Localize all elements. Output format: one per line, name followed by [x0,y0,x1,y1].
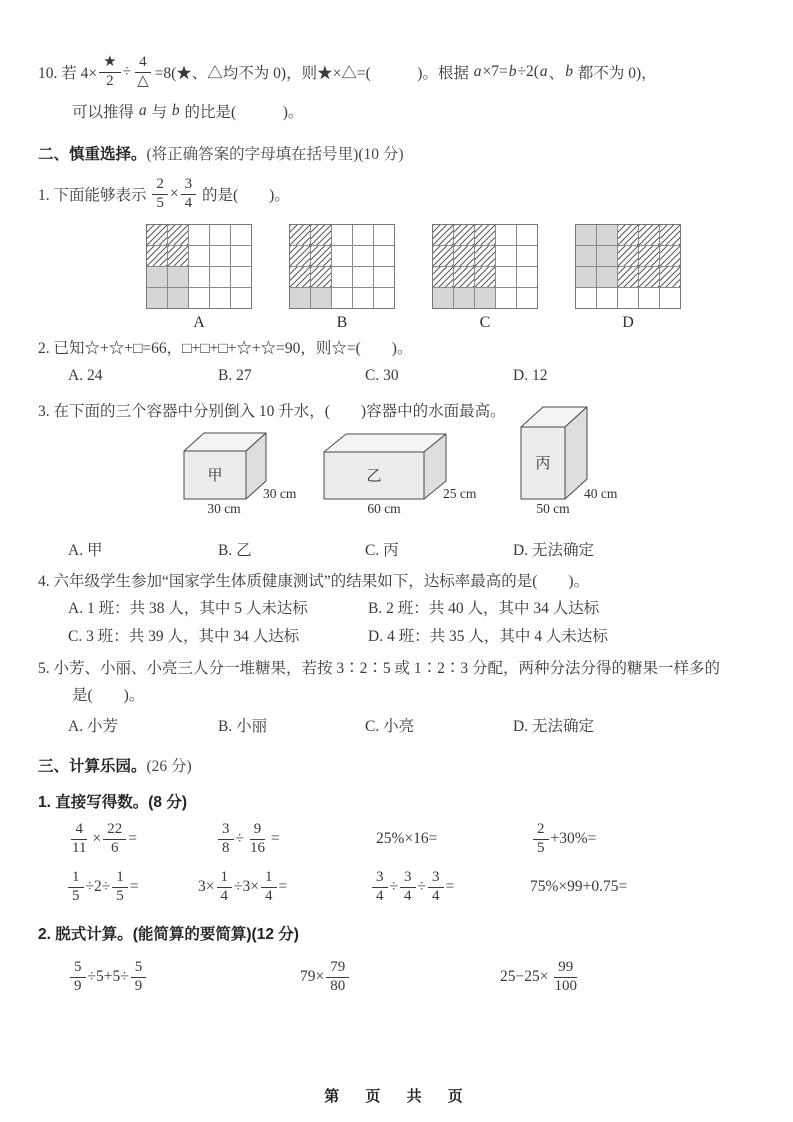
fraction: $\frac{1}{4}$ [217,869,233,905]
container-2 [323,433,505,517]
grid-cell [517,288,537,308]
fraction-grid-b [289,224,395,332]
grid-cell [597,246,617,266]
fraction: $\frac{5}{9}$ [131,959,147,995]
calc-expression-4 [531,818,765,860]
grid-cell [618,267,638,287]
grid-cell [332,225,352,245]
question-5 [38,656,765,738]
page-footer: 第 页 共 页 [324,1088,469,1105]
q4-text: 4. 六年级学生参加“国家学生体质健康测试”的结果如下，达标率最高的是( )。 [38,573,590,590]
calc1-row2 [38,866,765,908]
grid-cell [433,267,453,287]
text-run: 、 [548,65,565,82]
grid-cell [639,267,659,287]
grid-cell [433,225,453,245]
grid-cell [353,288,373,308]
calc-expression-6 [198,866,370,908]
grid-squares [575,224,681,309]
grid-cell [311,267,331,287]
grid-cell [374,267,394,287]
text-run: 79× [300,968,325,985]
grid-cell [231,288,251,308]
grid-cell [454,246,474,266]
grid-cell [496,246,516,266]
grid-cell [576,267,596,287]
grid-squares [289,224,395,309]
container-bottom-dimension: 60 cm [367,501,401,516]
grid-cell [147,288,167,308]
grid-cell [189,225,209,245]
grid-cell [210,267,230,287]
math-variable: a [539,63,548,80]
grid-squares [432,224,538,309]
grid-cell [454,225,474,245]
grid-cell [597,225,617,245]
section-2-title: 二、慎重选择。 [38,146,147,163]
container-label: 乙 [366,468,382,485]
grid-cell [597,267,617,287]
calc-expression-9 [68,956,300,998]
text-run: ÷3× [234,878,259,895]
container-bottom-dimension: 50 cm [536,501,570,516]
grid-cell [618,288,638,308]
q3-option-d: D. 无法确定 [513,542,594,559]
grid-cell [147,267,167,287]
calc2-row [38,956,765,998]
text-run: = [129,878,139,895]
grid-label: A [193,314,205,331]
fraction: $\frac{★}{2}$ [99,54,120,90]
q5-options [38,714,765,738]
q5-line2: 是( )。 [72,687,145,704]
grid-cell [660,267,680,287]
q10-line2 [38,96,765,126]
grid-cell [454,288,474,308]
fraction-grid-a [146,224,252,332]
container-label: 丙 [535,456,551,472]
container-bottom-dimension: 30 cm [207,501,241,516]
container-3 [520,406,646,517]
container-depth-dimension: 40 cm [584,486,618,501]
fraction-grid-d [575,224,681,332]
grid-cell [639,225,659,245]
text-run: ÷ [417,878,427,895]
fraction: $\frac{3}{4}$ [428,869,444,905]
text-run: 可以推得 [72,104,138,121]
fraction: $\frac{9}{16}$ [250,821,266,856]
text-run: ×7= [482,63,508,80]
text-run: ÷ [389,878,399,895]
q5-option-c: C. 小亮 [365,718,415,735]
fraction: $\frac{3}{4}$ [372,869,388,905]
q2-option-c: C. 30 [365,367,399,384]
q2-option-a: A. 24 [68,367,103,384]
grid-cell [332,288,352,308]
grid-cell [496,267,516,287]
q4-option-b: B. 2 班：共 40 人，其中 34 人达标 [368,600,600,617]
calc-expression-1 [66,818,216,860]
text-run: ÷2÷ [85,878,111,895]
grid-cell [618,246,638,266]
text-run: ÷ [122,63,132,80]
grid-cell [374,225,394,245]
section-3-header [38,754,765,780]
grid-cell [147,246,167,266]
container-depth-dimension: 25 cm [443,486,477,501]
grid-cell [475,246,495,266]
calc-direct-write [38,790,765,908]
q5-option-a: A. 小芳 [68,718,118,735]
grid-cell [517,225,537,245]
grid-cell [576,246,596,266]
grid-cell [332,267,352,287]
fraction: $\frac{99}{100}$ [554,959,577,994]
q3-options [38,538,765,562]
fraction: $\frac{3}{4}$ [400,869,416,905]
q1-text [38,174,765,214]
question-10 [38,52,765,126]
grid-cell [290,267,310,287]
q3-text: 3. 在下面的三个容器中分别倒入 10 升水，( )容器中的水面最高。 [38,403,506,420]
text-run: = [271,830,280,847]
grid-cell [168,267,188,287]
q2-options [38,367,765,391]
q4-option-c: C. 3 班：共 39 人，其中 34 人达标 [68,628,300,645]
grid-cell [353,225,373,245]
grid-cell [660,225,680,245]
grid-cell [290,288,310,308]
grid-cell [639,288,659,308]
grid-label: D [622,314,634,331]
grid-cell [311,225,331,245]
q3-option-a: A. 甲 [68,542,103,559]
grid-cell [210,288,230,308]
q5-option-b: B. 小丽 [218,718,268,735]
container-box-drawing [183,432,267,500]
text-run: 1. 下面能够表示 [38,187,151,204]
grid-cell [353,267,373,287]
grid-cell [231,267,251,287]
fraction: $\frac{3}{4}$ [181,176,197,212]
text-run: ÷2( [517,63,539,80]
grid-cell [210,246,230,266]
grid-cell [475,225,495,245]
calc-expression-11 [500,956,765,998]
text-run: = [128,830,137,847]
grid-cell [147,225,167,245]
calc-expression-8 [530,866,765,908]
grid-cell [231,225,251,245]
calc-expression-10 [300,956,500,998]
grid-cell [353,246,373,266]
grid-cell [517,246,537,266]
grid-cell [168,246,188,266]
grid-cell [454,267,474,287]
grid-cell [311,288,331,308]
math-variable: a [138,102,147,119]
calc-stepwise [38,922,765,998]
grid-cell [168,225,188,245]
question-1 [38,174,765,332]
q4-options-row2 [38,624,765,649]
q2-text: 2. 已知☆+☆+□=66，□+□+□+☆+☆=90，则☆=( )。 [38,340,413,357]
grid-cell [189,267,209,287]
fraction: $\frac{5}{9}$ [70,959,86,995]
container-label: 甲 [207,468,223,484]
grid-cell [290,246,310,266]
q3-option-b: B. 乙 [218,542,252,559]
grid-cell [290,225,310,245]
text-run: 25%×16= [376,830,438,847]
fraction: $\frac{3}{8}$ [218,821,234,857]
grid-cell [433,246,453,266]
grid-label: B [336,314,348,331]
grid-cell [189,246,209,266]
calc-expression-3 [376,818,531,860]
question-3 [38,399,765,562]
calc1-row1 [38,818,765,860]
math-variable: b [508,63,517,80]
grid-cell [576,288,596,308]
grid-cell [475,267,495,287]
grid-cell [660,246,680,266]
fraction: $\frac{1}{5}$ [68,869,84,905]
text-run: 的比是( )。 [180,104,304,121]
grid-cell [311,246,331,266]
container-1 [183,432,325,517]
grid-cell [597,288,617,308]
text-run: ÷5+5÷ [87,968,129,985]
text-run: 10. 若 4× [38,65,98,82]
fraction-grid-c [432,224,538,332]
q10-line1 [38,52,765,92]
grid-label: C [479,314,491,331]
grid-cell [496,225,516,245]
q3-option-c: C. 丙 [365,542,399,559]
text-run: 25−25× [500,968,549,985]
text-run: × [169,185,179,202]
grid-cell [231,246,251,266]
q3-containers [38,427,765,531]
section-3-note: (26 分) [146,758,192,775]
text-run: 75%×99+0.75= [530,878,628,895]
math-variable: a [473,63,482,80]
fraction: $\frac{4}{\triangle}$ [137,54,149,89]
grid-cell [433,288,453,308]
calc-expression-5 [66,866,198,908]
q2-option-d: D. 12 [513,367,548,384]
q2-option-b: B. 27 [218,367,252,384]
text-run: +30%= [550,830,597,847]
fraction: $\frac{2}{5}$ [152,176,168,212]
q1-grids [146,224,765,332]
grid-cell [517,267,537,287]
grid-cell [618,225,638,245]
question-4 [38,569,765,649]
calc2-title: 2. 脱式计算。(能简算的要简算)(12 分) [38,926,299,943]
text-run: = [278,878,288,895]
section-2-header [38,142,765,168]
grid-cell [210,225,230,245]
q4-option-d: D. 4 班：共 35 人，其中 4 人未达标 [368,628,608,645]
container-box-drawing [323,433,447,500]
text-run: =8(★、△均不为 0)，则★×△=( )。根据 [154,65,473,82]
math-variable: b [171,102,180,119]
fraction: $\frac{1}{5}$ [112,869,128,905]
section-3-title: 三、计算乐园。 [38,758,147,775]
container-depth-dimension: 30 cm [263,486,297,501]
fraction: $\frac{4}{11}$ [72,821,87,856]
grid-cell [576,225,596,245]
grid-cell [374,246,394,266]
text-run: × [92,830,102,847]
text-run: = [445,878,455,895]
grid-cell [660,288,680,308]
grid-cell [475,288,495,308]
grid-cell [332,246,352,266]
calc-expression-2 [216,818,376,860]
grid-cell [374,288,394,308]
math-variable: b [565,63,573,80]
fraction: $\frac{1}{4}$ [261,869,277,905]
grid-squares [146,224,252,309]
q5-option-d: D. 无法确定 [513,718,594,735]
q5-line1: 5. 小芳、小丽、小亮三人分一堆糖果，若按 3∶2∶5 或 1∶2∶3 分配，两种分法分得的糖果一样多的 [38,660,721,677]
question-2 [38,336,765,391]
grid-cell [496,288,516,308]
grid-cell [168,288,188,308]
calc1-title: 1. 直接写得数。(8 分) [38,794,187,811]
container-box-drawing [520,406,588,500]
text-run: 与 [147,104,171,121]
text-run: 都不为 0)， [573,65,657,82]
grid-cell [189,288,209,308]
q4-options-row1 [38,596,765,621]
q4-option-a: A. 1 班：共 38 人，其中 5 人未达标 [68,600,308,617]
fraction: $\frac{2}{5}$ [533,821,549,857]
calc-expression-7 [370,866,530,908]
text-run: 的是( )。 [198,187,290,204]
grid-cell [639,246,659,266]
section-2-note: (将正确答案的字母填在括号里)(10 分) [146,146,404,163]
fraction: $\frac{79}{80}$ [326,959,349,995]
text-run: ÷ [235,830,245,847]
fraction: $\frac{22}{6}$ [103,821,126,857]
text-run: 3× [198,878,215,895]
